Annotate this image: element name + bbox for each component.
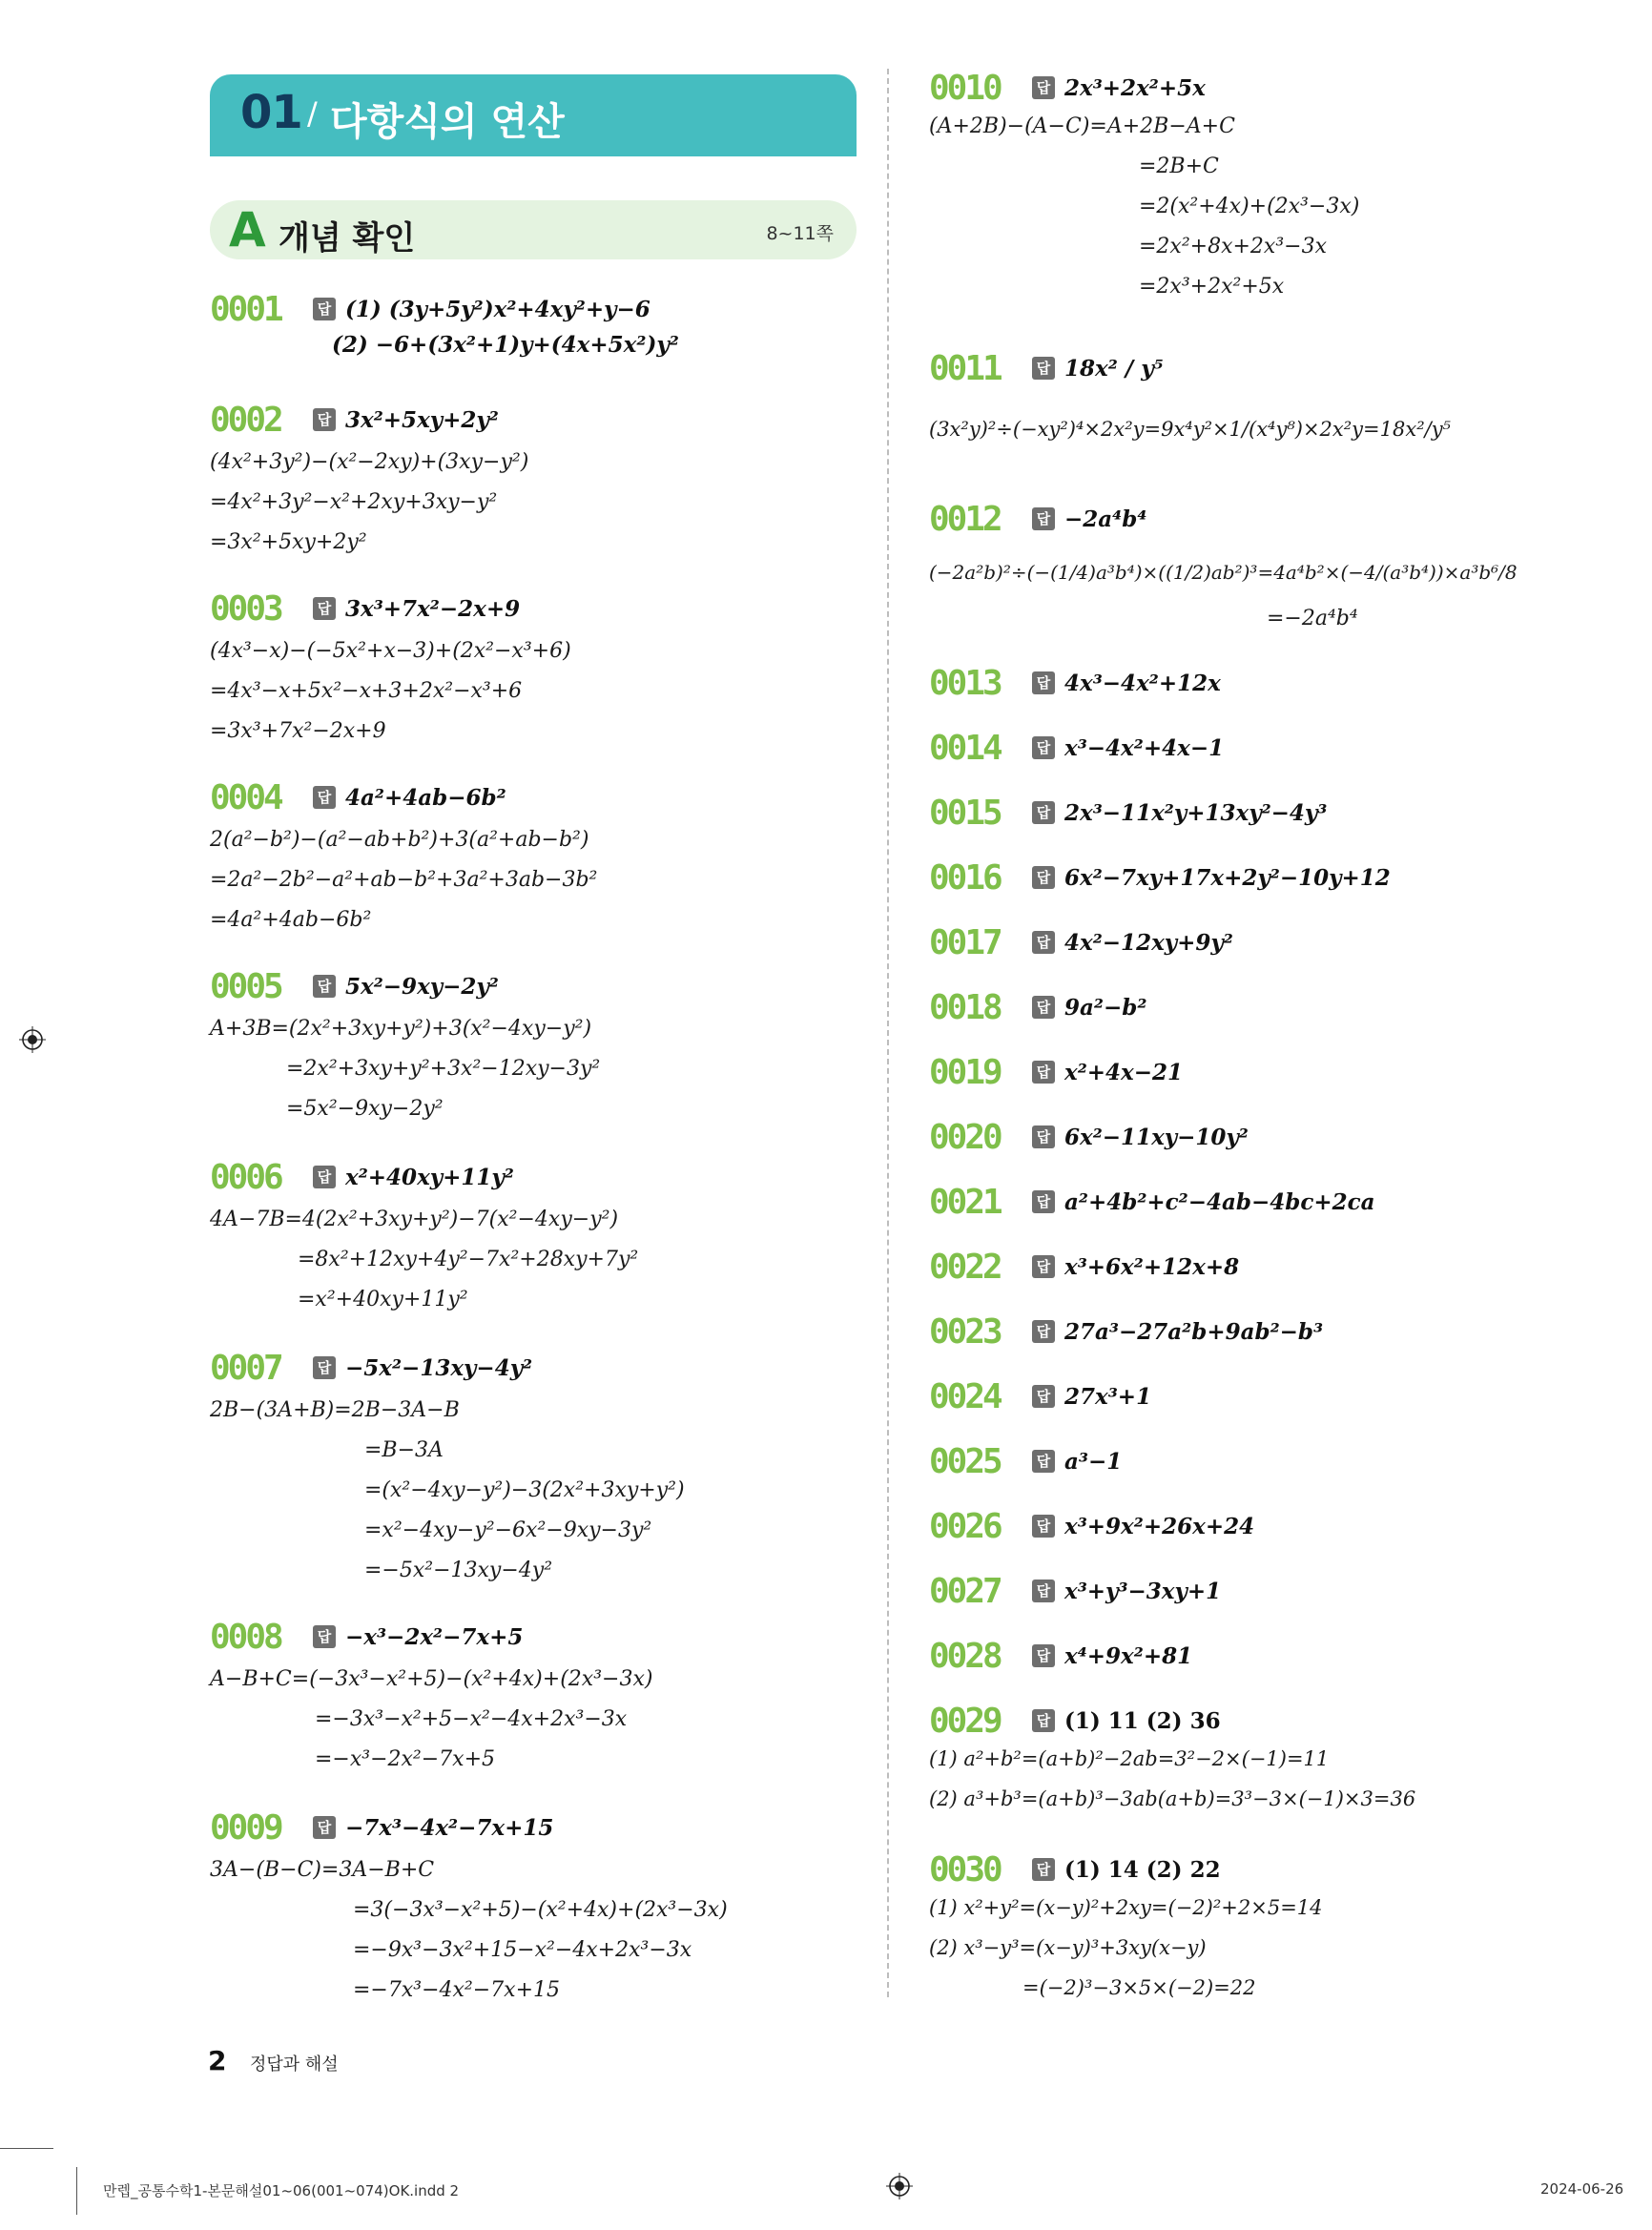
solution-line: =3x²+5xy+2y² [210, 530, 367, 554]
section-header [210, 200, 857, 259]
answer-tag: 답 [313, 298, 336, 320]
registration-mark-icon [886, 2173, 913, 2199]
problem-number: 0009 [210, 1807, 281, 1848]
problem-number: 0018 [929, 987, 1001, 1027]
solution-line: (1) x²+y²=(x−y)²+2xy=(−2)²+2×5=14 [929, 1896, 1323, 1919]
solution-line: (4x²+3y²)−(x²−2xy)+(3xy−y²) [210, 450, 529, 474]
answer-tag: 답 [1032, 736, 1055, 759]
answer: 9a²−b² [1064, 994, 1147, 1021]
chapter-number: 01 [240, 86, 302, 139]
problem-0011 [929, 347, 1451, 441]
chapter-banner [210, 74, 857, 156]
solution-line: A+3B=(2x²+3xy+y²)+3(x²−4xy−y²) [210, 1017, 592, 1041]
problem-number: 0004 [210, 777, 281, 817]
problem-number: 0014 [929, 728, 1001, 768]
answer: 3x³+7x²−2x+9 [345, 595, 521, 622]
problem-0027 [929, 1570, 1221, 1612]
problem-number: 0022 [929, 1247, 1001, 1287]
problem-number: 0026 [929, 1506, 1001, 1546]
problem-0015 [929, 792, 1327, 834]
answer: 6x²−7xy+17x+2y²−10y+12 [1064, 864, 1391, 891]
solution-line: =−x³−2x²−7x+5 [315, 1747, 496, 1771]
solution-line: 2B−(3A+B)=2B−3A−B [210, 1398, 460, 1422]
problem-0007 [210, 1347, 685, 1582]
answer: 6x²−11xy−10y² [1064, 1124, 1249, 1150]
answer-tag: 답 [1032, 1061, 1055, 1084]
problem-0008 [210, 1616, 653, 1771]
answer: a²+4b²+c²−4ab−4bc+2ca [1064, 1188, 1375, 1215]
answer-tag: 답 [1032, 76, 1055, 99]
problem-0010 [929, 67, 1360, 299]
answer-tag: 답 [1032, 1385, 1055, 1408]
solution-line: (−2a²b)²÷(−(1/4)a³b⁴)×((1/2)ab²)³=4a⁴b²×(−4/(a³b⁴))×a³b⁶/8 [929, 561, 1518, 584]
answer-tag: 답 [1032, 1125, 1055, 1148]
solution-line: =2x²+8x+2x³−3x [1139, 235, 1327, 258]
solution-line: =4a²+4ab−6b² [210, 908, 372, 932]
solution-line: =x²−4xy−y²−6x²−9xy−3y² [364, 1518, 652, 1542]
problem-0016 [929, 857, 1391, 898]
answer-tag: 답 [1032, 357, 1055, 380]
answer-tag: 답 [1032, 931, 1055, 954]
problem-number: 0007 [210, 1348, 281, 1388]
answer-tag: 답 [1032, 801, 1055, 824]
answer-tag: 답 [313, 975, 336, 998]
print-file-info: 만렙_공통수학1-본문해설01~06(001~074)OK.indd 2 [103, 2182, 460, 2199]
page-label: 정답과 해설 [250, 2054, 339, 2075]
answer-tag: 답 [313, 1166, 336, 1188]
answer-tag: 답 [313, 1356, 336, 1379]
solution-line: =−9x³−3x²+15−x²−4x+2x³−3x [353, 1938, 692, 1962]
answer: 2x³+2x²+5x [1064, 74, 1206, 101]
answer-tag: 답 [1032, 866, 1055, 889]
answer-tag: 답 [1032, 1450, 1055, 1473]
problem-number: 0002 [210, 400, 281, 440]
crop-mark [0, 2148, 53, 2149]
problem-0028 [929, 1635, 1192, 1677]
answer-tag: 답 [1032, 1190, 1055, 1213]
solution-line: (4x³−x)−(−5x²+x−3)+(2x²−x³+6) [210, 639, 571, 663]
problem-number: 0011 [929, 348, 1001, 388]
problem-0026 [929, 1505, 1254, 1547]
answer: x²+4x−21 [1064, 1059, 1184, 1085]
solution-line: =3(−3x³−x²+5)−(x²+4x)+(2x³−3x) [353, 1898, 728, 1922]
answer: 4x²−12xy+9y² [1064, 929, 1233, 956]
solution-line: =2x²+3xy+y²+3x²−12xy−3y² [286, 1057, 601, 1081]
answer-tag: 답 [1032, 1858, 1055, 1881]
problem-number: 0027 [929, 1571, 1001, 1611]
problem-0003 [210, 588, 571, 743]
answer: x³+9x²+26x+24 [1064, 1513, 1255, 1539]
problem-number: 0015 [929, 793, 1001, 833]
solution-line: =2x³+2x²+5x [1139, 275, 1285, 299]
problem-0025 [929, 1440, 1122, 1482]
column-divider [887, 69, 889, 1997]
answer: x³−4x²+4x−1 [1064, 734, 1225, 761]
answer: 5x²−9xy−2y² [345, 973, 499, 1000]
answer: 27a³−27a²b+9ab²−b³ [1064, 1318, 1324, 1345]
registration-mark-icon [19, 1026, 46, 1053]
solution-line: =x²+40xy+11y² [298, 1288, 468, 1311]
problem-number: 0010 [929, 68, 1001, 108]
answer-tag: 답 [1032, 1580, 1055, 1602]
problem-number: 0023 [929, 1311, 1001, 1352]
problem-0029 [929, 1700, 1416, 1810]
problem-number: 0020 [929, 1117, 1001, 1157]
solution-line: =(−2)³−3×5×(−2)=22 [1022, 1976, 1256, 1999]
problem-0002 [210, 399, 529, 554]
answer-tag: 답 [313, 597, 336, 620]
solution-line: =−5x²−13xy−4y² [364, 1559, 553, 1582]
problem-0024 [929, 1375, 1151, 1417]
answer: −5x²−13xy−4y² [345, 1354, 533, 1381]
answer-tag: 답 [313, 1816, 336, 1839]
print-date: 2024-06-26 [1540, 2180, 1624, 2198]
problem-number: 0029 [929, 1701, 1001, 1741]
problem-number: 0005 [210, 966, 281, 1006]
problem-0030 [929, 1848, 1323, 1999]
problem-number: 0025 [929, 1441, 1001, 1481]
problem-number: 0006 [210, 1157, 281, 1197]
answer: x⁴+9x²+81 [1064, 1642, 1193, 1669]
answer: (1) (3y+5y²)x²+4xy²+y−6 [345, 296, 650, 322]
answer: 4a²+4ab−6b² [345, 784, 506, 811]
answer-tag: 답 [313, 786, 336, 809]
problem-0023 [929, 1311, 1323, 1352]
chapter-separator: / [307, 95, 318, 132]
answer: a³−1 [1064, 1448, 1123, 1475]
answer-tag: 답 [313, 408, 336, 431]
answer: x³+6x²+12x+8 [1064, 1253, 1240, 1280]
solution-line: =4x³−x+5x²−x+3+2x²−x³+6 [210, 679, 523, 703]
solution-line: (2) x³−y³=(x−y)³+3xy(x−y) [929, 1936, 1207, 1959]
answer: (1) 14 (2) 22 [1064, 1856, 1221, 1883]
answer-tag: 답 [1032, 671, 1055, 694]
solution-line: A−B+C=(−3x³−x²+5)−(x²+4x)+(2x³−3x) [210, 1667, 653, 1691]
solution-line: =(x²−4xy−y²)−3(2x²+3xy+y²) [364, 1478, 685, 1502]
solution-line: =3x³+7x²−2x+9 [210, 719, 386, 743]
problem-number: 0021 [929, 1182, 1001, 1222]
problem-0022 [929, 1246, 1239, 1288]
problem-number: 0001 [210, 289, 281, 329]
solution-line: 3A−(B−C)=3A−B+C [210, 1858, 435, 1882]
problem-number: 0019 [929, 1052, 1001, 1092]
problem-number: 0030 [929, 1849, 1001, 1889]
problem-0004 [210, 776, 598, 932]
solution-line: (A+2B)−(A−C)=A+2B−A+C [929, 114, 1235, 138]
solution-line: 4A−7B=4(2x²+3xy+y²)−7(x²−4xy−y²) [210, 1208, 619, 1231]
answer: x³+y³−3xy+1 [1064, 1578, 1222, 1604]
answer: −2a⁴b⁴ [1064, 506, 1147, 532]
solution-line: =−3x³−x²+5−x²−4x+2x³−3x [315, 1707, 628, 1731]
answer-part-2: (2) −6+(3x²+1)y+(4x+5x²)y² [332, 332, 679, 358]
chapter-title: 다항식의 연산 [330, 100, 565, 144]
problem-number: 0017 [929, 922, 1001, 962]
crop-mark [76, 2167, 77, 2215]
solution-line: =B−3A [364, 1438, 444, 1462]
problem-0019 [929, 1051, 1183, 1093]
problem-0005 [210, 965, 601, 1121]
problem-number: 0003 [210, 588, 281, 629]
problem-0017 [929, 921, 1233, 963]
problem-number: 0028 [929, 1636, 1001, 1676]
problem-0021 [929, 1181, 1375, 1223]
problem-number: 0013 [929, 663, 1001, 703]
answer-tag: 답 [1032, 1255, 1055, 1278]
solution-line: =−7x³−4x²−7x+15 [353, 1978, 561, 2002]
problem-0006 [210, 1156, 639, 1311]
answer: 2x³−11x²y+13xy²−4y³ [1064, 799, 1328, 826]
answer: 27x³+1 [1064, 1383, 1152, 1410]
answer: 3x²+5xy+2y² [345, 406, 499, 433]
answer-tag: 답 [1032, 1515, 1055, 1538]
problem-0013 [929, 662, 1221, 704]
problem-0020 [929, 1116, 1249, 1158]
solution-line: (1) a²+b²=(a+b)²−2ab=3²−2×(−1)=11 [929, 1747, 1330, 1770]
section-title: 개념 확인 [279, 219, 416, 258]
problem-number: 0012 [929, 499, 1001, 539]
section-letter: A [229, 202, 266, 258]
answer: x²+40xy+11y² [345, 1164, 514, 1190]
answer-tag: 답 [1032, 996, 1055, 1019]
solution-line: =4x²+3y²−x²+2xy+3xy−y² [210, 490, 498, 514]
answer: −7x³−4x²−7x+15 [345, 1814, 554, 1841]
answer: 18x² / y⁵ [1064, 355, 1164, 382]
solution-line: =8x²+12xy+4y²−7x²+28xy+7y² [298, 1248, 639, 1271]
problem-number: 0024 [929, 1376, 1001, 1416]
answer-tag: 답 [1032, 507, 1055, 530]
problem-number: 0008 [210, 1617, 281, 1657]
problem-0018 [929, 986, 1146, 1028]
answer: (1) 11 (2) 36 [1064, 1707, 1221, 1734]
problem-0014 [929, 727, 1224, 769]
answer: −x³−2x²−7x+5 [345, 1623, 524, 1650]
answer-tag: 답 [1032, 1320, 1055, 1343]
answer-tag: 답 [1032, 1644, 1055, 1667]
solution-line: =2(x²+4x)+(2x³−3x) [1139, 195, 1360, 218]
solution-line: =2a²−2b²−a²+ab−b²+3a²+3ab−3b² [210, 868, 598, 892]
solution-line: =2B+C [1139, 155, 1219, 178]
problem-number: 0016 [929, 857, 1001, 898]
problem-0001 [210, 288, 679, 358]
answer: 4x³−4x²+12x [1064, 670, 1221, 696]
section-page-range: 8~11쪽 [766, 223, 834, 244]
problem-0009 [210, 1807, 728, 2002]
problem-0012 [929, 498, 1518, 630]
answer-tag: 답 [1032, 1709, 1055, 1732]
solution-line: (3x²y)²÷(−xy²)⁴×2x²y=9x⁴y²×1/(x⁴y⁸)×2x²y=18x²/y⁵ [929, 418, 1451, 441]
page-number: 2 [208, 2045, 227, 2076]
answer-tag: 답 [313, 1625, 336, 1648]
solution-line: (2) a³+b³=(a+b)³−3ab(a+b)=3³−3×(−1)×3=36 [929, 1787, 1416, 1810]
solution-line: =−2a⁴b⁴ [1267, 607, 1358, 630]
solution-line: =5x²−9xy−2y² [286, 1097, 444, 1121]
solution-line: 2(a²−b²)−(a²−ab+b²)+3(a²+ab−b²) [210, 828, 589, 852]
